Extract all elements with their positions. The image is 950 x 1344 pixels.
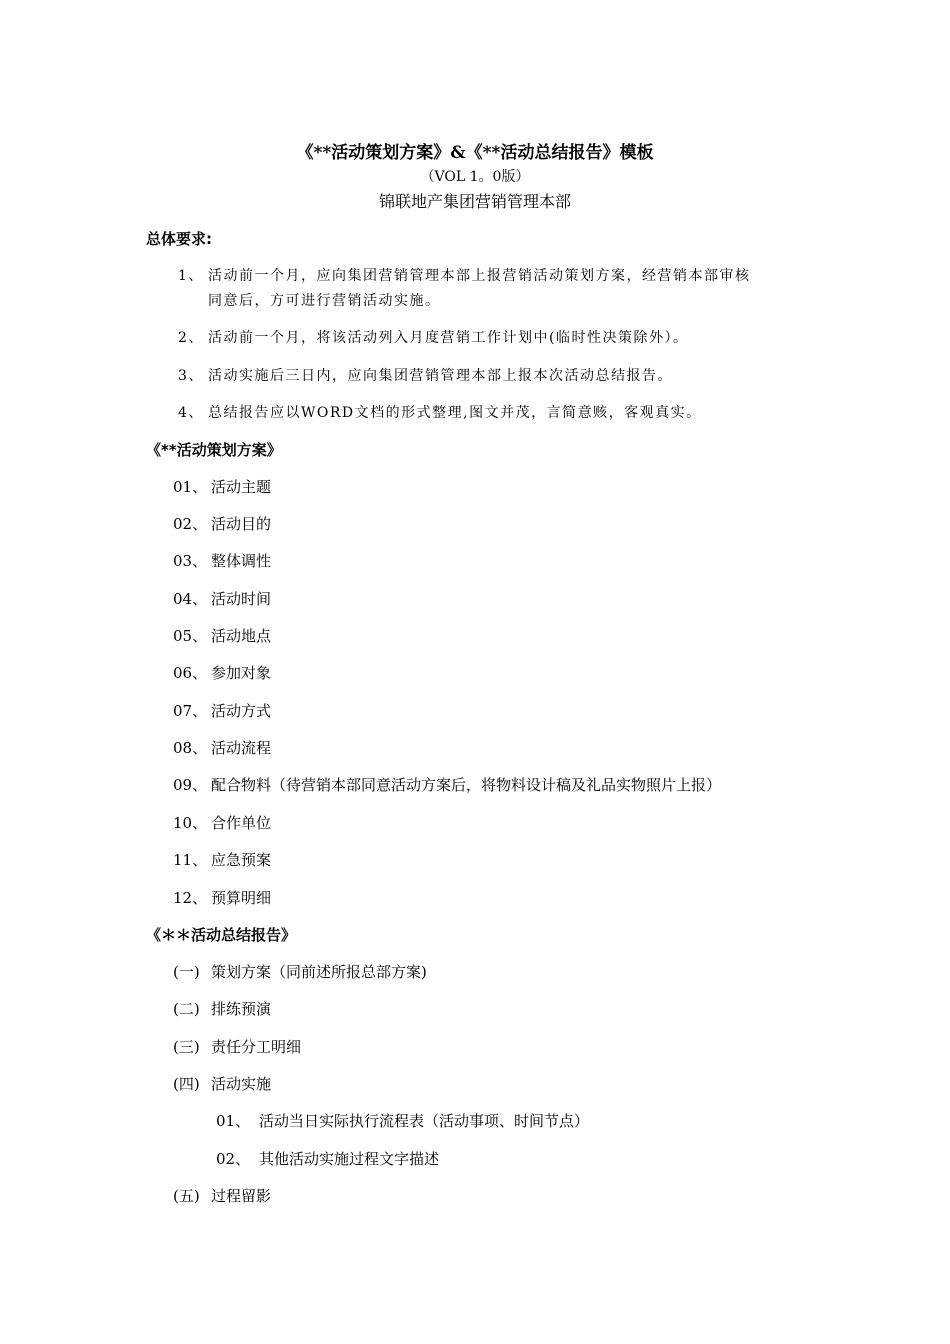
document-version: （VOL 1。0版） (420, 169, 530, 185)
plan-item-text: 配合物料（待营销本部同意活动方案后，将物料设计稿及礼品实物照片上报） (211, 776, 722, 794)
requirement-item (178, 402, 702, 422)
plan-heading: 《**活动策划方案》 (146, 441, 282, 459)
plan-item (173, 774, 721, 795)
report-item (173, 961, 427, 982)
plan-item-number: 06、 (173, 664, 208, 682)
report-subitem-number: 02、 (216, 1150, 251, 1168)
document-title: 《**活动策划方案》&《**活动总结报告》模板 (296, 143, 654, 163)
plan-item-text: 活动流程 (211, 739, 272, 757)
report-subitem-text: 其他活动实施过程文字描述 (259, 1150, 440, 1168)
report-item-text: 策划方案（同前述所报总部方案) (211, 963, 427, 981)
report-item-number: (二) (173, 1000, 200, 1018)
report-item (173, 1073, 271, 1094)
plan-item (173, 513, 271, 534)
requirement-text: 活动前一个月，应向集团营销管理本部上报营销活动策划方案，经营销本部审核 (208, 268, 751, 284)
report-item (173, 1185, 271, 1206)
plan-item-number: 02、 (173, 515, 208, 533)
document-department: 锦联地产集团营销管理本部 (378, 192, 571, 211)
report-item-text: 过程留影 (211, 1187, 272, 1205)
requirement-item (178, 265, 751, 285)
plan-item-text: 预算明细 (211, 889, 272, 907)
requirements-heading: 总体要求: (146, 230, 212, 248)
report-subitem (216, 1110, 589, 1131)
requirement-number: 4、 (178, 405, 204, 421)
plan-item (173, 887, 271, 908)
plan-item-number: 12、 (173, 889, 208, 907)
plan-item-text: 参加对象 (211, 664, 272, 682)
plan-item-text: 应急预案 (211, 851, 272, 869)
plan-item-number: 05、 (173, 627, 208, 645)
requirement-number: 1、 (178, 268, 204, 284)
plan-item (173, 662, 271, 683)
requirement-number: 3、 (178, 368, 204, 384)
plan-item (173, 812, 271, 833)
plan-item (173, 588, 271, 609)
requirement-text-continued: 同意后，方可进行营销活动实施。 (208, 293, 441, 309)
report-heading: 《＊＊活动总结报告》 (146, 926, 297, 944)
plan-item (173, 849, 271, 870)
report-subitem-number: 01、 (216, 1112, 251, 1130)
plan-item-text: 活动目的 (211, 515, 272, 533)
plan-item-number: 09、 (173, 776, 208, 794)
report-subitem (216, 1148, 439, 1169)
report-item-number: (一) (173, 963, 200, 981)
requirement-text: 活动前一个月，将该活动列入月度营销工作计划中(临时性决策除外）。 (208, 330, 689, 346)
requirement-number: 2、 (178, 330, 204, 346)
plan-item-number: 03、 (173, 552, 208, 570)
plan-item-number: 04、 (173, 590, 208, 608)
report-subitem-text: 活动当日实际执行流程表（活动事项、时间节点） (259, 1112, 590, 1130)
requirement-item (178, 365, 673, 385)
report-item-number: (三) (173, 1038, 200, 1056)
plan-item-text: 整体调性 (211, 552, 272, 570)
report-item-text: 活动实施 (211, 1075, 272, 1093)
plan-item-text: 合作单位 (211, 814, 272, 832)
report-item (173, 1036, 301, 1057)
plan-item-number: 10、 (173, 814, 208, 832)
report-item-text: 排练预演 (211, 1000, 272, 1018)
plan-item-text: 活动时间 (211, 590, 272, 608)
plan-item-number: 01、 (173, 478, 208, 496)
plan-item (173, 625, 271, 646)
plan-item-number: 07、 (173, 702, 208, 720)
plan-item (173, 700, 271, 721)
plan-item (173, 476, 271, 497)
plan-item-text: 活动地点 (211, 627, 272, 645)
plan-item-number: 08、 (173, 739, 208, 757)
plan-item-text: 活动主题 (211, 478, 272, 496)
requirement-item (178, 327, 688, 347)
requirement-text: 活动实施后三日内，应向集团营销管理本部上报本次活动总结报告。 (208, 368, 673, 384)
plan-item (173, 737, 271, 758)
report-item-number: (四) (173, 1075, 200, 1093)
plan-item (173, 550, 271, 571)
report-item-text: 责任分工明细 (211, 1038, 302, 1056)
plan-item-number: 11、 (173, 851, 208, 869)
plan-item-text: 活动方式 (211, 702, 272, 720)
requirement-text: 总结报告应以WORD文档的形式整理,图文并茂，言简意赅，客观真实。 (208, 405, 702, 421)
report-item-number: (五) (173, 1187, 200, 1205)
report-item (173, 998, 271, 1019)
